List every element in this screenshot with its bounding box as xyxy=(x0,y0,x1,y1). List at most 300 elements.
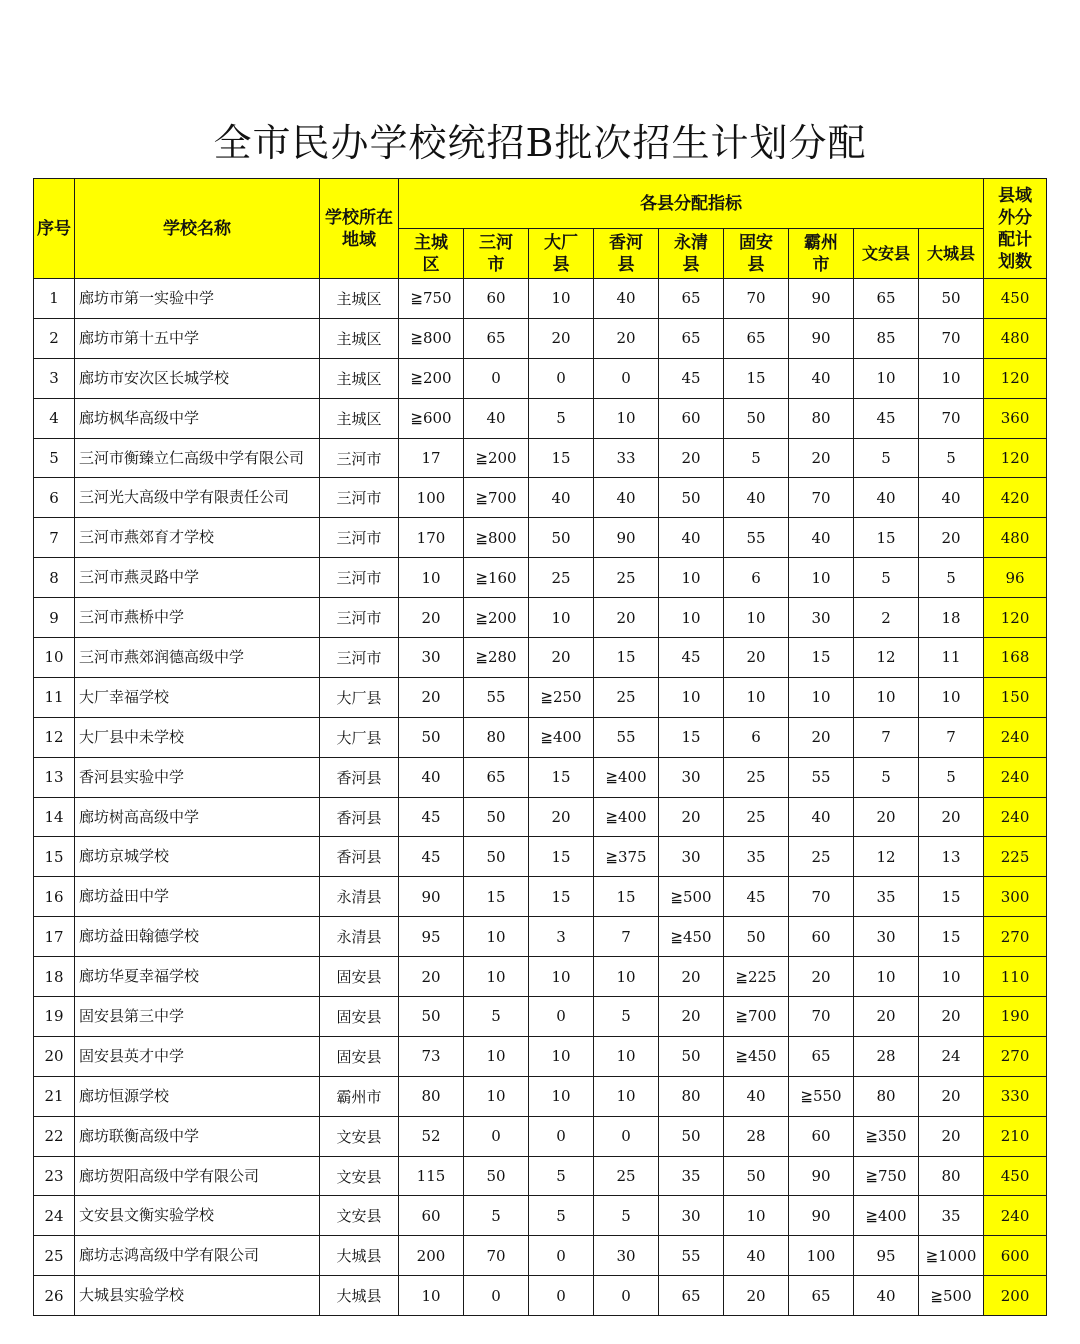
county-allocation: 0 xyxy=(594,1116,659,1156)
county-allocation: 50 xyxy=(724,398,789,438)
county-allocation: 100 xyxy=(789,1236,854,1276)
county-allocation: 70 xyxy=(919,398,984,438)
county-allocation: 30 xyxy=(789,598,854,638)
county-allocation: 45 xyxy=(659,358,724,398)
out-of-county-total: 360 xyxy=(984,398,1047,438)
row-index: 4 xyxy=(34,398,75,438)
county-allocation: 70 xyxy=(464,1236,529,1276)
county-allocation: 20 xyxy=(529,797,594,837)
county-allocation: 35 xyxy=(919,1196,984,1236)
row-index: 2 xyxy=(34,318,75,358)
county-allocation: 95 xyxy=(399,917,464,957)
county-allocation: 15 xyxy=(594,638,659,678)
row-index: 23 xyxy=(34,1156,75,1196)
table-row xyxy=(34,1156,1047,1196)
county-allocation: ≧200 xyxy=(464,438,529,478)
table-row xyxy=(34,1076,1047,1116)
county-allocation: 15 xyxy=(529,438,594,478)
county-allocation: 20 xyxy=(919,1076,984,1116)
school-name: 三河市燕郊育才学校 xyxy=(75,518,320,558)
county-allocation: ≧600 xyxy=(399,398,464,438)
county-allocation: 55 xyxy=(724,518,789,558)
county-allocation: 55 xyxy=(659,1236,724,1276)
county-allocation: 80 xyxy=(854,1076,919,1116)
row-index: 26 xyxy=(34,1276,75,1316)
county-allocation: 5 xyxy=(724,438,789,478)
county-allocation: 60 xyxy=(399,1196,464,1236)
school-name: 廊坊枫华高级中学 xyxy=(75,398,320,438)
county-allocation: 90 xyxy=(789,1196,854,1236)
row-index: 21 xyxy=(34,1076,75,1116)
school-area: 文安县 xyxy=(320,1116,399,1156)
county-allocation: 5 xyxy=(464,997,529,1037)
county-allocation: 15 xyxy=(529,757,594,797)
out-of-county-total: 240 xyxy=(984,717,1047,757)
county-allocation: 80 xyxy=(789,398,854,438)
school-area: 大城县 xyxy=(320,1276,399,1316)
county-allocation: 20 xyxy=(854,997,919,1037)
county-allocation: ≧450 xyxy=(659,917,724,957)
county-allocation: 90 xyxy=(789,279,854,319)
county-allocation: ≧550 xyxy=(789,1076,854,1116)
county-allocation: 5 xyxy=(854,558,919,598)
county-allocation: ≧700 xyxy=(724,997,789,1037)
county-allocation: 28 xyxy=(724,1116,789,1156)
table-row xyxy=(34,677,1047,717)
county-allocation: 40 xyxy=(659,518,724,558)
row-index: 6 xyxy=(34,478,75,518)
out-of-county-total: 210 xyxy=(984,1116,1047,1156)
county-allocation: 0 xyxy=(464,1276,529,1316)
county-allocation: 73 xyxy=(399,1036,464,1076)
county-allocation: ≧1000 xyxy=(919,1236,984,1276)
county-allocation: ≧400 xyxy=(529,717,594,757)
county-allocation: 10 xyxy=(464,957,529,997)
county-allocation: 7 xyxy=(594,917,659,957)
row-index: 5 xyxy=(34,438,75,478)
county-allocation: 28 xyxy=(854,1036,919,1076)
school-name: 廊坊树高高级中学 xyxy=(75,797,320,837)
county-allocation: 40 xyxy=(399,757,464,797)
county-allocation: 10 xyxy=(919,677,984,717)
county-allocation: 15 xyxy=(919,917,984,957)
school-name: 三河市燕桥中学 xyxy=(75,598,320,638)
county-allocation: 5 xyxy=(854,757,919,797)
county-allocation: 5 xyxy=(594,997,659,1037)
row-index: 18 xyxy=(34,957,75,997)
out-of-county-total: 225 xyxy=(984,837,1047,877)
school-name: 廊坊益田中学 xyxy=(75,877,320,917)
school-area: 文安县 xyxy=(320,1196,399,1236)
school-area: 香河县 xyxy=(320,797,399,837)
table-row xyxy=(34,1116,1047,1156)
school-name: 廊坊恒源学校 xyxy=(75,1076,320,1116)
out-of-county-total: 96 xyxy=(984,558,1047,598)
table-row xyxy=(34,558,1047,598)
header-county: 文安县 xyxy=(854,229,919,279)
table-row xyxy=(34,957,1047,997)
county-allocation: 5 xyxy=(594,1196,659,1236)
row-index: 22 xyxy=(34,1116,75,1156)
county-allocation: 40 xyxy=(789,518,854,558)
county-allocation: 10 xyxy=(464,1036,529,1076)
county-allocation: 95 xyxy=(854,1236,919,1276)
out-of-county-total: 300 xyxy=(984,877,1047,917)
county-allocation: 13 xyxy=(919,837,984,877)
county-allocation: 11 xyxy=(919,638,984,678)
county-allocation: 55 xyxy=(594,717,659,757)
school-area: 大厂县 xyxy=(320,717,399,757)
county-allocation: 20 xyxy=(724,638,789,678)
county-allocation: 90 xyxy=(789,1156,854,1196)
row-index: 7 xyxy=(34,518,75,558)
county-allocation: ≧375 xyxy=(594,837,659,877)
county-allocation: 65 xyxy=(724,318,789,358)
county-allocation: 60 xyxy=(464,279,529,319)
county-allocation: 20 xyxy=(854,797,919,837)
county-allocation: 50 xyxy=(399,997,464,1037)
school-name: 三河市衡臻立仁高级中学有限公司 xyxy=(75,438,320,478)
county-allocation: 6 xyxy=(724,717,789,757)
header-county: 三河市 xyxy=(464,229,529,279)
county-allocation: 10 xyxy=(854,358,919,398)
out-of-county-total: 120 xyxy=(984,598,1047,638)
header-county: 永清县 xyxy=(659,229,724,279)
county-allocation: 35 xyxy=(659,1156,724,1196)
county-allocation: 10 xyxy=(724,1196,789,1236)
county-allocation: ≧400 xyxy=(594,757,659,797)
county-allocation: 45 xyxy=(399,837,464,877)
county-allocation: ≧450 xyxy=(724,1036,789,1076)
county-allocation: 50 xyxy=(724,917,789,957)
county-allocation: 65 xyxy=(854,279,919,319)
county-allocation: 0 xyxy=(529,1276,594,1316)
county-allocation: 50 xyxy=(399,717,464,757)
school-area: 三河市 xyxy=(320,638,399,678)
header-index: 序号 xyxy=(34,179,75,279)
county-allocation: ≧500 xyxy=(659,877,724,917)
county-allocation: 10 xyxy=(464,1076,529,1116)
county-allocation: 65 xyxy=(464,318,529,358)
county-allocation: 30 xyxy=(659,837,724,877)
table-row xyxy=(34,797,1047,837)
county-allocation: 5 xyxy=(919,438,984,478)
county-allocation: 55 xyxy=(464,677,529,717)
county-allocation: 6 xyxy=(724,558,789,598)
school-area: 主城区 xyxy=(320,279,399,319)
county-allocation: 10 xyxy=(659,598,724,638)
county-allocation: 20 xyxy=(789,438,854,478)
table-row xyxy=(34,438,1047,478)
county-allocation: 20 xyxy=(789,957,854,997)
county-allocation: 45 xyxy=(399,797,464,837)
county-allocation: 10 xyxy=(594,398,659,438)
out-of-county-total: 240 xyxy=(984,797,1047,837)
table-row xyxy=(34,518,1047,558)
county-allocation: 60 xyxy=(659,398,724,438)
county-allocation: 3 xyxy=(529,917,594,957)
county-allocation: 80 xyxy=(659,1076,724,1116)
county-allocation: 10 xyxy=(399,1276,464,1316)
county-allocation: 40 xyxy=(724,1236,789,1276)
school-area: 三河市 xyxy=(320,598,399,638)
school-name: 固安县第三中学 xyxy=(75,997,320,1037)
school-name: 廊坊益田翰德学校 xyxy=(75,917,320,957)
county-allocation: 70 xyxy=(919,318,984,358)
county-allocation: 55 xyxy=(789,757,854,797)
county-allocation: 40 xyxy=(789,358,854,398)
table-row xyxy=(34,877,1047,917)
county-allocation: 7 xyxy=(854,717,919,757)
county-allocation: 40 xyxy=(464,398,529,438)
row-index: 14 xyxy=(34,797,75,837)
county-allocation: 90 xyxy=(594,518,659,558)
county-allocation: 12 xyxy=(854,837,919,877)
out-of-county-total: 168 xyxy=(984,638,1047,678)
out-of-county-total: 270 xyxy=(984,1036,1047,1076)
school-area: 文安县 xyxy=(320,1156,399,1196)
row-index: 16 xyxy=(34,877,75,917)
county-allocation: 0 xyxy=(529,358,594,398)
county-allocation: 25 xyxy=(594,677,659,717)
county-allocation: 10 xyxy=(594,957,659,997)
county-allocation: 24 xyxy=(919,1036,984,1076)
school-name: 香河县实验中学 xyxy=(75,757,320,797)
county-allocation: ≧700 xyxy=(464,478,529,518)
header-county: 固安县 xyxy=(724,229,789,279)
county-allocation: 20 xyxy=(724,1276,789,1316)
county-allocation: 0 xyxy=(594,1276,659,1316)
county-allocation: 50 xyxy=(659,1036,724,1076)
row-index: 24 xyxy=(34,1196,75,1236)
county-allocation: 20 xyxy=(594,318,659,358)
county-allocation: 40 xyxy=(919,478,984,518)
county-allocation: 20 xyxy=(659,797,724,837)
county-allocation: 50 xyxy=(724,1156,789,1196)
page-title: 全市民办学校统招B批次招生计划分配 xyxy=(213,121,867,165)
county-allocation: 5 xyxy=(854,438,919,478)
county-allocation: 20 xyxy=(919,997,984,1037)
row-index: 15 xyxy=(34,837,75,877)
table-row xyxy=(34,1196,1047,1236)
out-of-county-total: 240 xyxy=(984,757,1047,797)
school-area: 主城区 xyxy=(320,358,399,398)
school-name: 廊坊华夏幸福学校 xyxy=(75,957,320,997)
county-allocation: 40 xyxy=(724,1076,789,1116)
table-row xyxy=(34,279,1047,319)
county-allocation: 65 xyxy=(464,757,529,797)
table-row xyxy=(34,358,1047,398)
row-index: 1 xyxy=(34,279,75,319)
county-allocation: 15 xyxy=(659,717,724,757)
county-allocation: 30 xyxy=(399,638,464,678)
header-school: 学校名称 xyxy=(75,179,320,279)
county-allocation: 10 xyxy=(464,917,529,957)
county-allocation: 20 xyxy=(919,797,984,837)
county-allocation: ≧350 xyxy=(854,1116,919,1156)
county-allocation: ≧280 xyxy=(464,638,529,678)
county-allocation: ≧225 xyxy=(724,957,789,997)
county-allocation: 0 xyxy=(529,1116,594,1156)
school-name: 大厂幸福学校 xyxy=(75,677,320,717)
county-allocation: 50 xyxy=(464,797,529,837)
school-name: 三河光大高级中学有限责任公司 xyxy=(75,478,320,518)
county-allocation: 90 xyxy=(399,877,464,917)
county-allocation: ≧200 xyxy=(464,598,529,638)
row-index: 17 xyxy=(34,917,75,957)
county-allocation: 50 xyxy=(659,478,724,518)
school-name: 文安县文衡实验学校 xyxy=(75,1196,320,1236)
county-allocation: ≧160 xyxy=(464,558,529,598)
county-allocation: 30 xyxy=(659,757,724,797)
out-of-county-total: 330 xyxy=(984,1076,1047,1116)
table-row xyxy=(34,1036,1047,1076)
county-allocation: 50 xyxy=(464,837,529,877)
county-allocation: 80 xyxy=(399,1076,464,1116)
county-allocation: 20 xyxy=(659,997,724,1037)
county-allocation: 20 xyxy=(919,1116,984,1156)
county-allocation: 25 xyxy=(724,797,789,837)
county-allocation: 20 xyxy=(399,677,464,717)
school-area: 主城区 xyxy=(320,318,399,358)
county-allocation: 45 xyxy=(724,877,789,917)
county-allocation: 10 xyxy=(529,1076,594,1116)
school-name: 廊坊市第十五中学 xyxy=(75,318,320,358)
header-county: 主城区 xyxy=(399,229,464,279)
county-allocation: 70 xyxy=(724,279,789,319)
allocation-table xyxy=(33,178,1047,1316)
out-of-county-total: 200 xyxy=(984,1276,1047,1316)
row-index: 12 xyxy=(34,717,75,757)
county-allocation: 20 xyxy=(659,957,724,997)
county-allocation: ≧400 xyxy=(854,1196,919,1236)
county-allocation: 85 xyxy=(854,318,919,358)
county-allocation: 20 xyxy=(399,957,464,997)
county-allocation: 17 xyxy=(399,438,464,478)
county-allocation: 65 xyxy=(659,1276,724,1316)
row-index: 19 xyxy=(34,997,75,1037)
county-allocation: ≧800 xyxy=(464,518,529,558)
school-area: 三河市 xyxy=(320,518,399,558)
county-allocation: 0 xyxy=(464,358,529,398)
row-index: 25 xyxy=(34,1236,75,1276)
county-allocation: 25 xyxy=(594,1156,659,1196)
school-name: 廊坊市第一实验中学 xyxy=(75,279,320,319)
county-allocation: 10 xyxy=(594,1036,659,1076)
county-allocation: 70 xyxy=(789,877,854,917)
county-allocation: 7 xyxy=(919,717,984,757)
row-index: 11 xyxy=(34,677,75,717)
county-allocation: 5 xyxy=(464,1196,529,1236)
county-allocation: 60 xyxy=(789,917,854,957)
header-county: 香河县 xyxy=(594,229,659,279)
county-allocation: 33 xyxy=(594,438,659,478)
county-allocation: ≧500 xyxy=(919,1276,984,1316)
table-row xyxy=(34,997,1047,1037)
county-allocation: ≧800 xyxy=(399,318,464,358)
county-allocation: 50 xyxy=(659,1116,724,1156)
table-row xyxy=(34,398,1047,438)
county-allocation: 5 xyxy=(529,1196,594,1236)
out-of-county-total: 150 xyxy=(984,677,1047,717)
header-area: 学校所在地域 xyxy=(320,179,399,279)
county-allocation: 10 xyxy=(724,677,789,717)
table-row xyxy=(34,757,1047,797)
county-allocation: ≧200 xyxy=(399,358,464,398)
school-name: 三河市燕灵路中学 xyxy=(75,558,320,598)
county-allocation: 10 xyxy=(854,957,919,997)
county-allocation: 10 xyxy=(529,957,594,997)
school-name: 廊坊京城学校 xyxy=(75,837,320,877)
county-allocation: 20 xyxy=(529,638,594,678)
county-allocation: 30 xyxy=(594,1236,659,1276)
out-of-county-total: 190 xyxy=(984,997,1047,1037)
county-allocation: 40 xyxy=(724,478,789,518)
county-allocation: 65 xyxy=(789,1036,854,1076)
out-of-county-total: 270 xyxy=(984,917,1047,957)
county-allocation: 15 xyxy=(594,877,659,917)
table-row xyxy=(34,638,1047,678)
county-allocation: 15 xyxy=(919,877,984,917)
county-allocation: ≧750 xyxy=(399,279,464,319)
school-area: 三河市 xyxy=(320,558,399,598)
county-allocation: 35 xyxy=(724,837,789,877)
county-allocation: 5 xyxy=(919,558,984,598)
county-allocation: 40 xyxy=(854,478,919,518)
county-allocation: 10 xyxy=(919,358,984,398)
county-allocation: 65 xyxy=(659,279,724,319)
county-allocation: 90 xyxy=(789,318,854,358)
out-of-county-total: 110 xyxy=(984,957,1047,997)
county-allocation: 5 xyxy=(919,757,984,797)
county-allocation: 40 xyxy=(594,478,659,518)
header-allocation-group: 各县分配指标 xyxy=(399,179,984,229)
county-allocation: 40 xyxy=(529,478,594,518)
county-allocation: 10 xyxy=(594,1076,659,1116)
row-index: 10 xyxy=(34,638,75,678)
county-allocation: 0 xyxy=(594,358,659,398)
school-area: 香河县 xyxy=(320,837,399,877)
county-allocation: 15 xyxy=(724,358,789,398)
table-row xyxy=(34,1276,1047,1316)
county-allocation: 170 xyxy=(399,518,464,558)
county-allocation: 80 xyxy=(919,1156,984,1196)
county-allocation: 10 xyxy=(659,677,724,717)
county-allocation: 20 xyxy=(789,717,854,757)
county-allocation: 10 xyxy=(529,598,594,638)
county-allocation: 5 xyxy=(529,1156,594,1196)
county-allocation: 0 xyxy=(529,997,594,1037)
school-name: 大城县实验学校 xyxy=(75,1276,320,1316)
school-name: 三河市燕郊润德高级中学 xyxy=(75,638,320,678)
row-index: 9 xyxy=(34,598,75,638)
county-allocation: 115 xyxy=(399,1156,464,1196)
county-allocation: 65 xyxy=(789,1276,854,1316)
header-county: 大城县 xyxy=(919,229,984,279)
table-body xyxy=(34,279,1047,1316)
county-allocation: 10 xyxy=(854,677,919,717)
county-allocation: ≧400 xyxy=(594,797,659,837)
county-allocation: 10 xyxy=(789,677,854,717)
county-allocation: 40 xyxy=(594,279,659,319)
county-allocation: 10 xyxy=(789,558,854,598)
school-area: 三河市 xyxy=(320,478,399,518)
school-name: 廊坊贺阳高级中学有限公司 xyxy=(75,1156,320,1196)
county-allocation: 50 xyxy=(919,279,984,319)
school-area: 固安县 xyxy=(320,1036,399,1076)
out-of-county-total: 420 xyxy=(984,478,1047,518)
out-of-county-total: 480 xyxy=(984,318,1047,358)
